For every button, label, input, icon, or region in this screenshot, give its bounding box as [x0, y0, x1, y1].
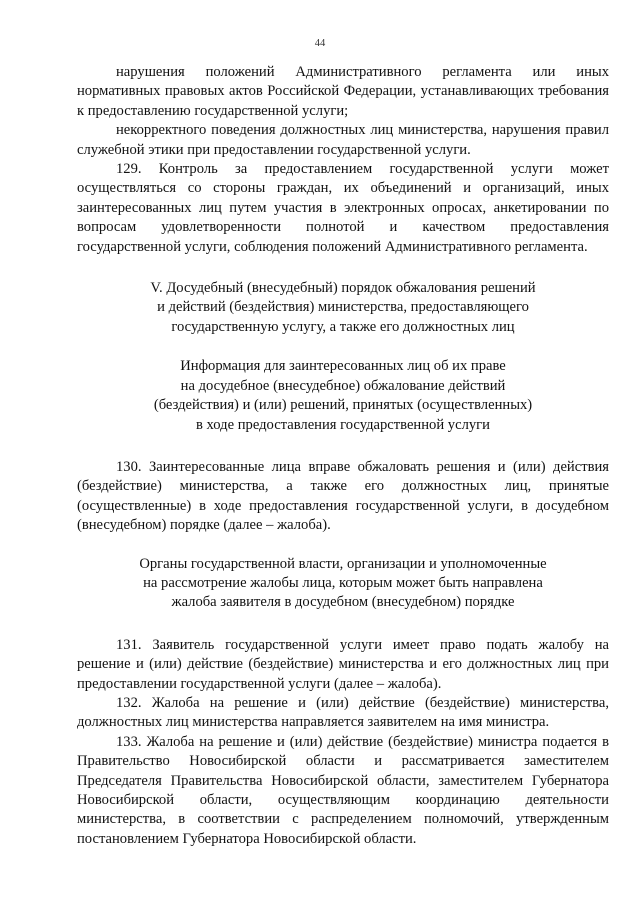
organs-heading-line: жалоба заявителя в досудебном (внесудебном) порядке [171, 594, 515, 611]
section-heading-line: и действий (бездействия) министерства, предоставляющего [157, 299, 529, 316]
info-heading-line: на досудебное (внесудебное) обжалование действий [180, 377, 506, 394]
paragraph-130: 130. Заинтересованные лица вправе обжаловать решения и (или) действия (бездействие) министерства, а также его должностных лиц, принятые (осуществленные) в ходе предоставления государственной услуги, в досудебном (внесудебном) порядке (далее – жалоба). [77, 458, 609, 534]
section-heading [77, 279, 609, 337]
organs-heading-line: на рассмотрение жалобы лица, которым может быть направлена [143, 574, 543, 591]
info-heading-line: (бездействия) и (или) решений, принятых (осуществленных) [153, 397, 533, 414]
info-heading-line: Информация для заинтересованных лиц об их праве [180, 358, 506, 375]
paragraph-incorrect-behavior: некорректного поведения должностных лиц министерства, нарушения правил служебной этики при предоставлении государственной услуги. [77, 122, 609, 158]
document-body [77, 63, 609, 849]
paragraph-132: 132. Жалоба на решение и (или) действие (бездействие) министерства, должностных лиц министерства направляется заявителем на имя министра. [77, 694, 609, 731]
organs-heading-line: Органы государственной власти, организации и уполномоченные [139, 555, 547, 572]
paragraph-131: 131. Заявитель государственной услуги имеет право подать жалобу на решение и (или) действие (бездействие) министерства и его должностных лиц при предоставлении государственной услуги (далее – жалоба). [77, 636, 609, 692]
info-heading [77, 357, 609, 435]
section-heading-line: V. Досудебный (внесудебный) порядок обжалования решений [150, 280, 536, 297]
paragraph-violation-regulations: нарушения положений Административного регламента или иных нормативных правовых актов Российской Федерации, устанавливающих требования к предоставлению государственной услуги; [77, 64, 609, 119]
organs-heading [77, 555, 609, 613]
info-heading-line: в ходе предоставления государственной услуги [196, 416, 490, 433]
paragraph-129: 129. Контроль за предоставлением государственной услуги может осуществляться со стороны граждан, их объединений и организаций, иных заинтересованных лиц путем участия в электронных опросах, анкетировании по вопросам удовлетворенности полнотой и качеством предоставления государственной услуги, соблюдения положений Административного регламента. [77, 161, 609, 255]
page-number: 44 [314, 38, 326, 49]
paragraph-133: 133. Жалоба на решение и (или) действие (бездействие) министра подается в Правительство Новосибирской области и рассматривается заместителем Председателя Правительства Новосибирской области, заместителем Губернатора Новосибирской области, осуществляющим координацию деятельности министерства, в соответствии с распределением полномочий, утвержденным постановлением Губернатора Новосибирской области. [77, 733, 609, 847]
section-heading-line: государственную услугу, а также его должностных лиц [171, 318, 515, 335]
